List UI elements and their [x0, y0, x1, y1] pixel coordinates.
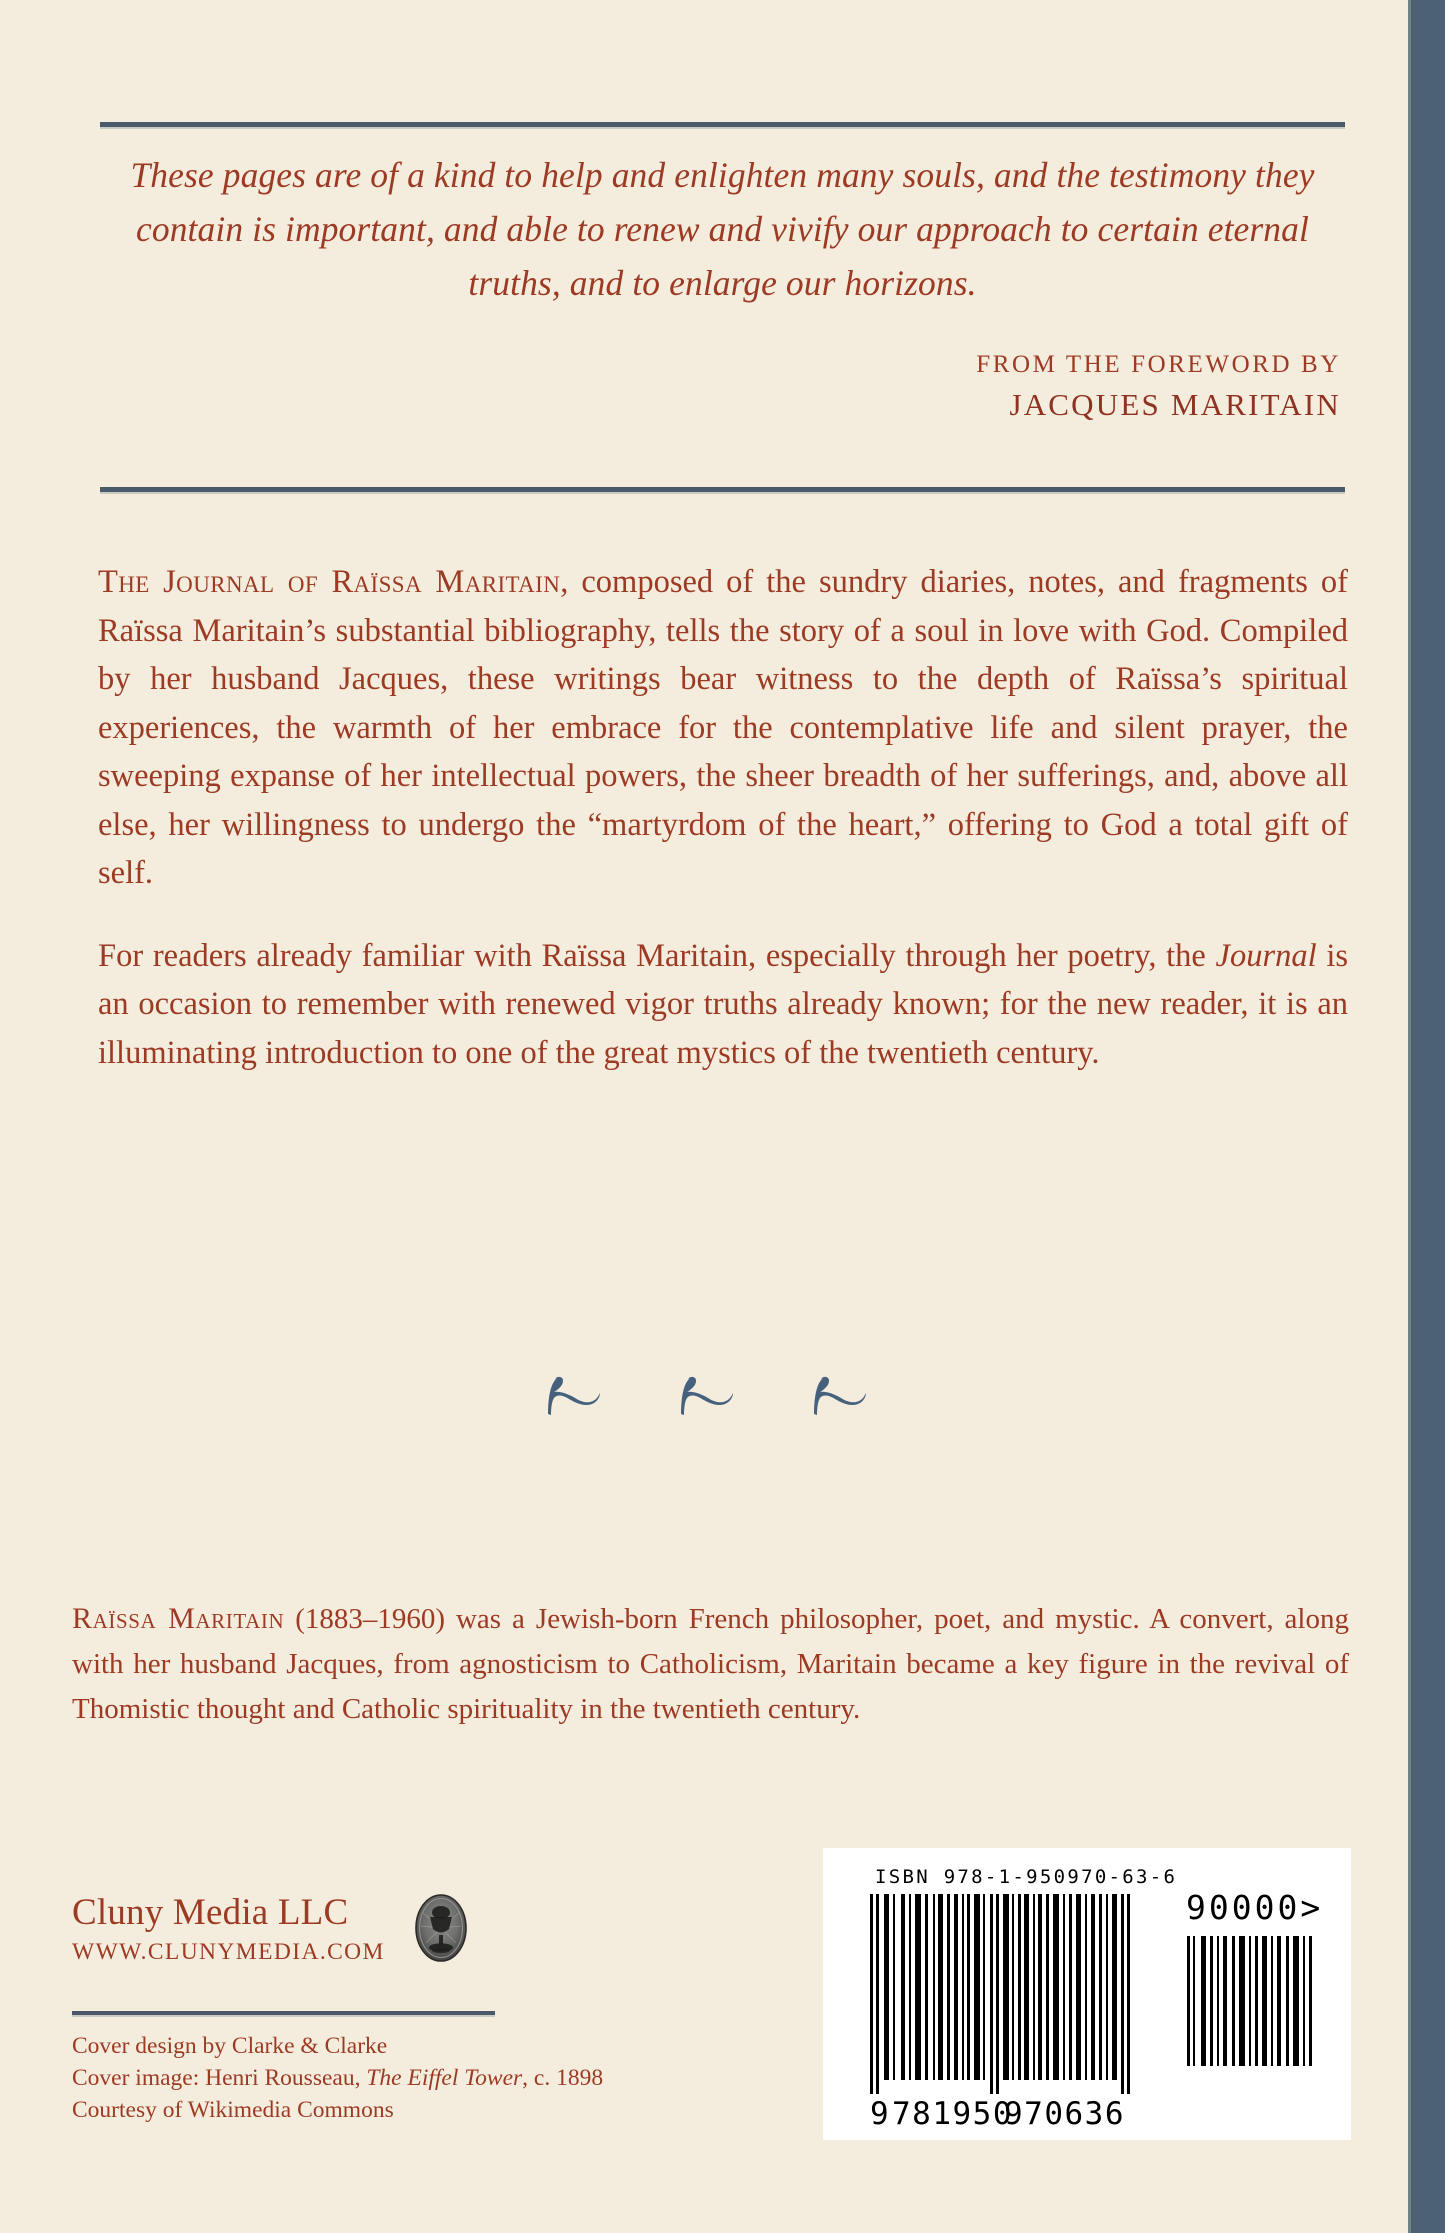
- barcode-panel: [823, 1848, 1351, 2140]
- description-block: [98, 558, 1348, 1077]
- top-divider-rule: [100, 122, 1345, 129]
- pull-quote-attribution: [100, 348, 1345, 425]
- publisher-names: [72, 1892, 385, 1968]
- publisher-block: [72, 1892, 502, 1968]
- footer-divider-rule: [72, 2011, 495, 2017]
- description-paragraph-2: [98, 932, 1348, 1078]
- flourish-ornament-icon: [671, 1368, 741, 1424]
- flourish-ornament-icon: [804, 1368, 874, 1424]
- spine-strip: [1411, 0, 1445, 2233]
- pull-quote-text: These pages are of a kind to help and enlighten many souls, and the testimony they contain is important, and able to renew and vivify our approach to certain eternal truths, and to enlarge our horizons.: [130, 155, 1315, 303]
- author-bio-block: [72, 1596, 1349, 1732]
- barcode-addon-value: 90000>: [1186, 1888, 1324, 1927]
- book-title-lead: The Journal of Raïssa Maritain: [98, 564, 561, 600]
- ean5-addon-barcode: [1187, 1936, 1315, 2066]
- publisher-row: [72, 1892, 502, 1968]
- description-paragraph-2-part-2: is an occasion to remember with renewed vigor truths already known; for the new reader, it is an illuminating introduction to one of the great mystics of the twentieth century.: [98, 937, 1348, 1071]
- description-paragraph-1: [98, 558, 1348, 898]
- credit-line-design: Cover design by Clarke & Clarke: [72, 2033, 388, 2059]
- credit-image-title: The Eiffel Tower: [366, 2065, 523, 2091]
- author-bio-text: (1883–1960) was a Jewish-born French philosopher, poet, and mystic. A convert, along with her husband Jacques, from agnosticism to Catholicism, Maritain became a key figure in the revival of Thomistic thought and Catholic spirituality in the twentieth century.: [72, 1603, 1349, 1725]
- ean13-barcode: [870, 1894, 1160, 2104]
- pull-quote-block: [100, 148, 1345, 425]
- journal-title-italic: Journal: [1215, 937, 1317, 974]
- ean13-digit-group: 970636: [1004, 2096, 1125, 2132]
- quote-divider-rule: [100, 487, 1345, 494]
- publisher-name: Cluny Media LLC: [72, 1892, 349, 1933]
- description-paragraph-2-part-1: For readers already familiar with Raïssa Maritain, especially through her poetry, the: [98, 937, 1216, 974]
- flourish-ornament-icon: [538, 1368, 608, 1424]
- publisher-website[interactable]: WWW.CLUNYMEDIA.COM: [72, 1939, 385, 1965]
- chalice-medallion-logo-icon: [413, 1893, 469, 1968]
- credit-image-prefix: Cover image: Henri Rousseau,: [72, 2065, 367, 2091]
- ornament-row: [0, 1368, 1411, 1424]
- ean13-digit-group: 9: [870, 2096, 891, 2132]
- credit-image-suffix: , c. 1898: [522, 2065, 604, 2091]
- isbn-label: ISBN 978-1-950970-63-6: [875, 1866, 1178, 1888]
- foreword-author-name: JACQUES MARITAIN: [1009, 387, 1341, 422]
- credit-line-courtesy: Courtesy of Wikimedia Commons: [72, 2097, 394, 2123]
- foreword-label: FROM THE FOREWORD BY: [976, 351, 1341, 378]
- credits-block: [72, 2030, 632, 2126]
- credit-line-image: [72, 2062, 632, 2094]
- description-paragraph-1-rest: , composed of the sundry diaries, notes, and fragments of Raïssa Maritain’s substantial bibliography, tells the story of a soul in love with God. Compiled by her husband Jacques, these writings bear witness to the depth of Raïssa’s spiritual experiences, the warmth of her embrace for the contemplative life and silent prayer, the sweeping expanse of her intellectual powers, the sheer breadth of her sufferings, and, above all else, her willingness to undergo the “martyrdom of the heart,” offering to God a total gift of self.: [98, 564, 1348, 891]
- ean13-digit-group: 781950: [892, 2096, 1013, 2132]
- author-name: Raïssa Maritain: [72, 1602, 285, 1635]
